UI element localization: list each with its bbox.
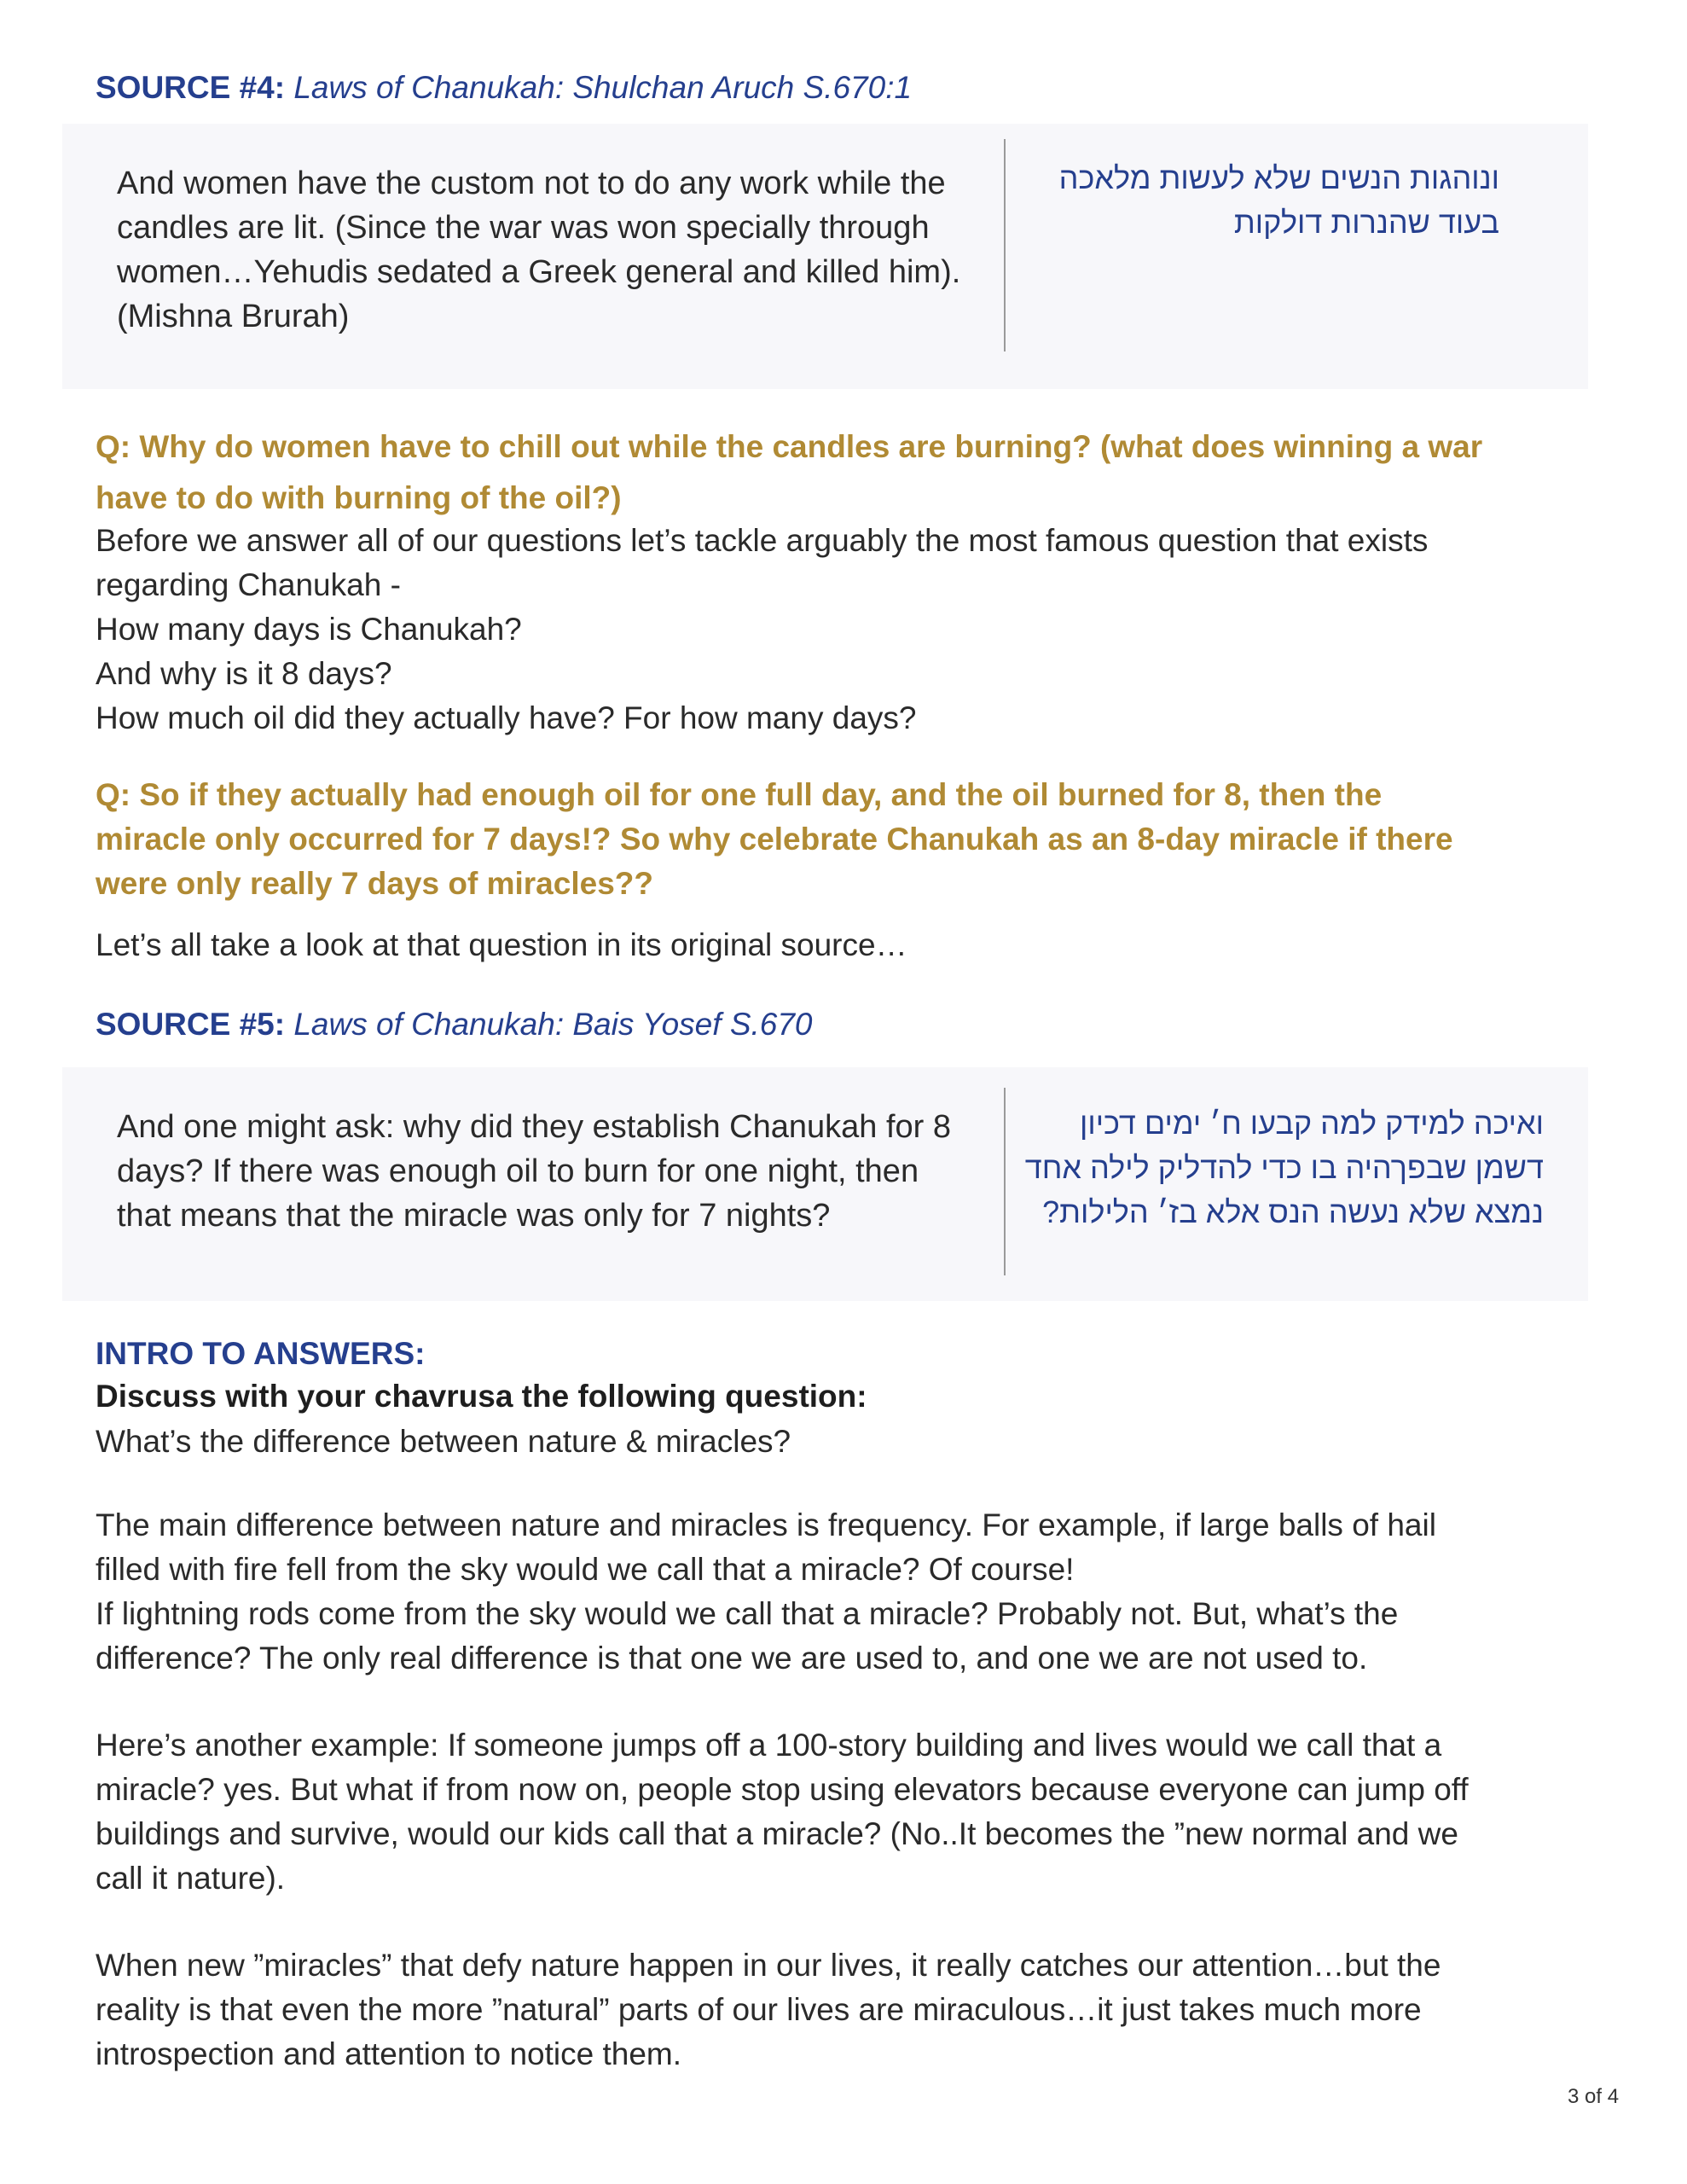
- text-line: How much oil did they actually have? For how many days?: [96, 700, 917, 735]
- english-line: And one might ask: why did they establish Chanukah for 8: [117, 1109, 952, 1145]
- hebrew-line: ואיכה למידק למה קבעו ח׳ ימים דכיון: [1080, 1106, 1544, 1141]
- english-line: that means that the miracle was only for 7 nights?: [117, 1198, 831, 1234]
- paragraph-1: [96, 1503, 1597, 1681]
- source-4-heading: [96, 70, 912, 106]
- source-4-box: [62, 124, 1588, 389]
- text-line: miracle? yes. But what if from now on, people stop using elevators because everyone can jump off: [96, 1772, 1469, 1807]
- source-5-heading: [96, 1007, 813, 1043]
- source-5-reference: Laws of Chanukah: Bais Yosef S.670: [293, 1007, 813, 1042]
- text-line: regarding Chanukah -: [96, 567, 401, 602]
- text-line: reality is that even the more ”natural” parts of our lives are miraculous…it just takes much more: [96, 1992, 1422, 2027]
- text-line: The main difference between nature and miracles is frequency. For example, if large balls of hail: [96, 1507, 1436, 1542]
- text-line: difference? The only real difference is that one we are used to, and one we are not used to.: [96, 1641, 1368, 1676]
- english-line: days? If there was enough oil to burn for one night, then: [117, 1153, 919, 1189]
- source-4-reference: Laws of Chanukah: Shulchan Aruch S.670:1: [293, 70, 913, 105]
- text-line: Here’s another example: If someone jumps off a 100-story building and lives would we call that a: [96, 1728, 1442, 1763]
- lookup-text: [96, 923, 1597, 967]
- english-line: And women have the custom not to do any work while the: [117, 166, 946, 201]
- source-4-label: SOURCE #4:: [96, 70, 286, 105]
- english-line: candles are lit. (Since the war was won specially through: [117, 210, 930, 246]
- discuss-text: Discuss with your chavrusa the following question:: [96, 1379, 867, 1414]
- question-line: have to do with burning of the oil?): [96, 480, 622, 515]
- text-line: buildings and survive, would our kids call that a miracle? (No..It becomes the ”new normal and we: [96, 1816, 1458, 1851]
- text-line: How many days is Chanukah?: [96, 612, 522, 647]
- intro-paragraph: [96, 519, 1597, 741]
- text-line: What’s the difference between nature & miracles?: [96, 1424, 791, 1459]
- text-line: If lightning rods come from the sky would we call that a miracle? Probably not. But, what’s the: [96, 1596, 1399, 1631]
- hebrew-line: נמצא שלא נעשה הנס אלא בז׳ הלילות?: [1042, 1194, 1544, 1229]
- hebrew-line: בעוד שהנרות דולקות: [1233, 205, 1499, 240]
- paragraph-2: [96, 1723, 1597, 1901]
- source-5-english: [117, 1105, 1046, 1238]
- question-line: Q: So if they actually had enough oil for one full day, and the oil burned for 8, then the: [96, 777, 1383, 812]
- intro-answers-label: INTRO TO ANSWERS:: [96, 1336, 426, 1371]
- source-4-hebrew: [971, 156, 1499, 245]
- question-1: [96, 421, 1597, 524]
- discuss-prompt: [96, 1379, 867, 1414]
- text-line: Before we answer all of our questions let’s tackle arguably the most famous question that exists: [96, 523, 1429, 558]
- source-4-english: [117, 161, 1046, 339]
- text-line: Let’s all take a look at that question in its original source…: [96, 927, 907, 962]
- text-line: filled with fire fell from the sky would we call that a miracle? Of course!: [96, 1552, 1075, 1587]
- source-5-hebrew: [947, 1101, 1544, 1234]
- page-number: 3 of 4: [1568, 2085, 1620, 2108]
- question-line: miracle only occurred for 7 days!? So why celebrate Chanukah as an 8-day miracle if there: [96, 822, 1453, 857]
- question-2: [96, 773, 1597, 906]
- source-5-box: [62, 1067, 1588, 1301]
- english-line: (Mishna Brurah): [117, 299, 350, 334]
- question-line: Q: Why do women have to chill out while the candles are burning? (what does winning a war: [96, 429, 1483, 464]
- discussion-question: [96, 1420, 1597, 1464]
- english-line: women…Yehudis sedated a Greek general and killed him).: [117, 254, 961, 290]
- text-line: And why is it 8 days?: [96, 656, 392, 691]
- hebrew-line: ונוהגות הנשים שלא לעשות מלאכה: [1058, 160, 1499, 195]
- hebrew-line: דשמן שבפךהיה בו כדי להדליק לילה אחד: [1024, 1150, 1544, 1185]
- source-5-label: SOURCE #5:: [96, 1007, 286, 1042]
- question-line: were only really 7 days of miracles??: [96, 866, 653, 901]
- text-line: When new ”miracles” that defy nature happen in our lives, it really catches our attention…but the: [96, 1948, 1441, 1983]
- intro-answers-heading: [96, 1336, 425, 1372]
- text-line: call it nature).: [96, 1861, 286, 1896]
- paragraph-3: [96, 1943, 1597, 2077]
- text-line: introspection and attention to notice them.: [96, 2036, 681, 2071]
